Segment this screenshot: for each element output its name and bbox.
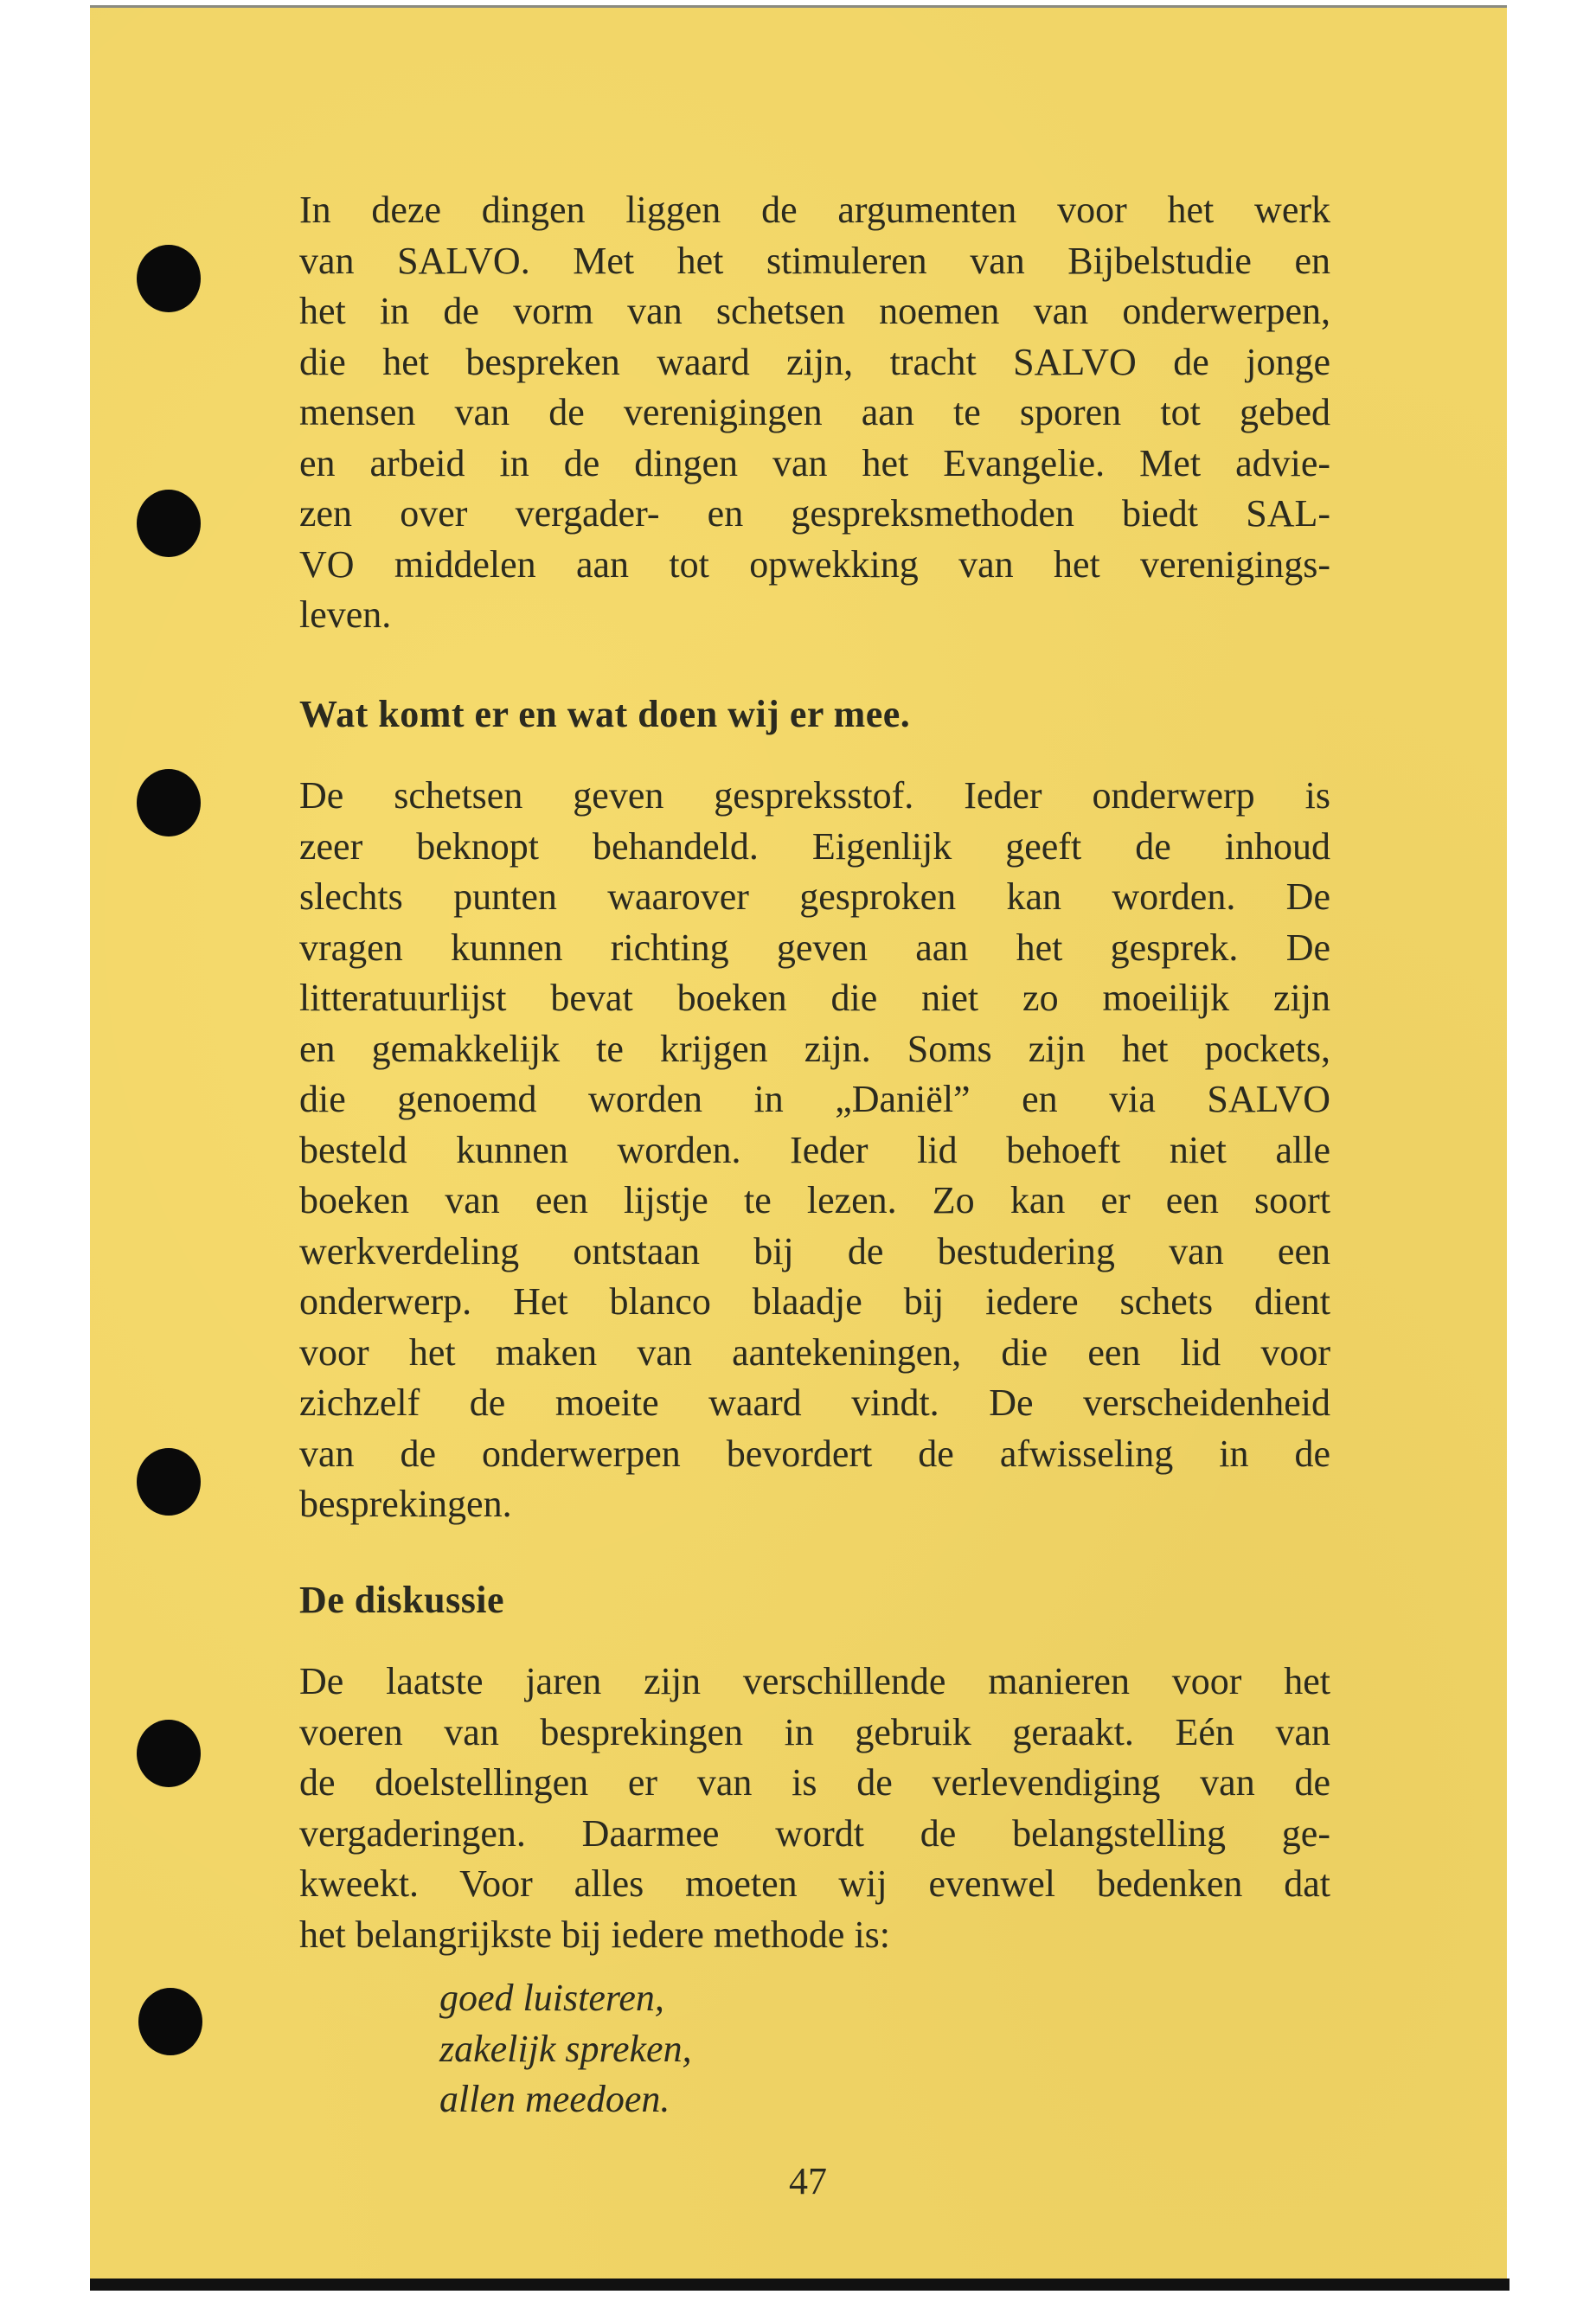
text-line: mensen van de verenigingen aan te sporen tot gebed: [299, 391, 1330, 433]
motto-line: zakelijk spreken,: [439, 2027, 692, 2070]
punch-hole: [137, 1720, 201, 1787]
punch-hole: [138, 1988, 202, 2055]
text-line: onderwerp. Het blanco blaadje bij iedere schets dient: [299, 1280, 1330, 1323]
text-line: zichzelf de moeite waard vindt. De verscheidenheid: [299, 1381, 1330, 1424]
paragraph-schetsen: [299, 771, 1330, 1530]
text-line: en arbeid in de dingen van het Evangelie. Met advie-: [299, 441, 1330, 484]
section-heading: De diskussie: [299, 1579, 505, 1621]
text-line: slechts punten waarover gesproken kan worden. De: [299, 875, 1330, 918]
paragraph-diskussie: [299, 1657, 1330, 1960]
text-line: besteld kunnen worden. Ieder lid behoeft niet alle: [299, 1128, 1330, 1171]
text-line: zen over vergader- en gespreksmethoden biedt SAL-: [299, 492, 1330, 535]
text-line: voor het maken van aantekeningen, die een lid voor: [299, 1330, 1330, 1374]
page-bottom-edge: [90, 2279, 1509, 2291]
text-line: De schetsen geven gespreksstof. Ieder onderwerp is: [299, 774, 1330, 817]
motto-line: goed luisteren,: [439, 1977, 664, 2019]
text-line: van de onderwerpen bevordert de afwisseling in de: [299, 1432, 1330, 1475]
text-line: vergaderingen. Daarmee wordt de belangstelling ge-: [299, 1811, 1330, 1855]
text-line: leven.: [299, 593, 392, 636]
text-line: en gemakkelijk te krijgen zijn. Soms zijn het pockets,: [299, 1027, 1330, 1070]
text-line: vragen kunnen richting geven aan het gesprek. De: [299, 926, 1330, 969]
text-line: In deze dingen liggen de argumenten voor het werk: [299, 189, 1330, 231]
text-line: kweekt. Voor alles moeten wij evenwel bedenken dat: [299, 1862, 1330, 1905]
punch-hole: [137, 490, 201, 557]
page-top-edge: [90, 5, 1507, 8]
text-line: besprekingen.: [299, 1483, 512, 1525]
italic-motto: [439, 1973, 692, 2125]
text-line: boeken van een lijstje te lezen. Zo kan er een soort: [299, 1179, 1330, 1221]
punch-hole: [137, 1448, 201, 1516]
text-line: litteratuurlijst bevat boeken die niet zo moeilijk zijn: [299, 977, 1330, 1019]
text-line: van SALVO. Met het stimuleren van Bijbelstudie en: [299, 239, 1330, 282]
text-line: die het bespreken waard zijn, tracht SALVO de jonge: [299, 340, 1330, 383]
punch-hole: [137, 245, 201, 312]
text-line: die genoemd worden in „Daniël” en via SALVO: [299, 1078, 1330, 1120]
text-line: voeren van besprekingen in gebruik geraakt. Eén van: [299, 1710, 1330, 1753]
text-line: het belangrijkste bij iedere methode is:: [299, 1913, 891, 1956]
paragraph-salvo-argumenten: [299, 185, 1330, 641]
motto-line: allen meedoen.: [439, 2078, 670, 2120]
text-line: werkverdeling ontstaan bij de bestudering van een: [299, 1229, 1330, 1272]
page-number: 47: [789, 2160, 827, 2202]
text-line: VO middelen aan tot opwekking van het verenigings-: [299, 542, 1330, 586]
punch-hole: [137, 769, 201, 836]
section-heading: Wat komt er en wat doen wij er mee.: [299, 693, 911, 735]
text-line: de doelstellingen er van is de verlevendiging van de: [299, 1761, 1330, 1804]
text-line: De laatste jaren zijn verschillende manieren voor het: [299, 1660, 1330, 1702]
text-line: zeer beknopt behandeld. Eigenlijk geeft de inhoud: [299, 824, 1330, 868]
text-line: het in de vorm van schetsen noemen van onderwerpen,: [299, 290, 1330, 332]
